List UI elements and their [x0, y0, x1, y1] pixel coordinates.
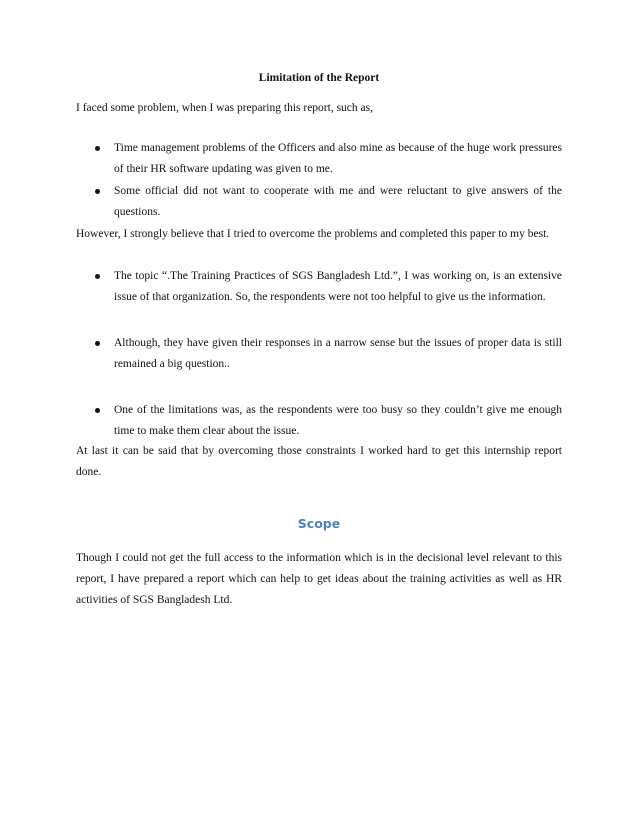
scope-text: Though I could not get the full access to the information which is in the decisional level relevant to this report, I have prepared a report which can help to get ideas about the training activities as well as HR activities of SGS Bangladesh Ltd. — [76, 552, 562, 606]
bullet-item — [94, 333, 562, 375]
bullet-item — [94, 266, 562, 308]
middle-text: However, I strongly believe that I tried to overcome the problems and completed this paper to my best. — [76, 228, 550, 240]
intro-paragraph — [76, 98, 562, 119]
conclusion-paragraph — [76, 441, 562, 483]
bullet-text: Although, they have given their responses in a narrow sense but the issues of proper data is still remained a big question.. — [114, 337, 562, 370]
intro-text: I faced some problem, when I was preparing this report, such as, — [76, 102, 373, 114]
scope-heading: Scope — [297, 516, 341, 531]
bullet-text: Time management problems of the Officers and also mine as because of the huge work pressures of their HR software updating was given to me. — [114, 142, 562, 175]
limitation-heading: Limitation of the Report — [258, 72, 380, 84]
bullet-text: The topic “.The Training Practices of SGS Bangladesh Ltd.”, I was working on, is an extensive issue of that organization. So, the respondents were not too helpful to give us the information. — [114, 270, 562, 303]
bullet-item — [94, 181, 562, 223]
bullet-text: One of the limitations was, as the respondents were too busy so they couldn’t give me enough time to make them clear about the issue. — [114, 404, 562, 437]
bullet-text: Some official did not want to cooperate with me and were reluctant to give answers of the questions. — [114, 185, 562, 218]
conclusion-text: At last it can be said that by overcoming those constraints I worked hard to get this internship report done. — [76, 445, 562, 478]
bullet-item — [94, 138, 562, 180]
middle-paragraph — [76, 224, 562, 245]
scope-paragraph — [76, 548, 562, 611]
bullet-item — [94, 400, 562, 442]
